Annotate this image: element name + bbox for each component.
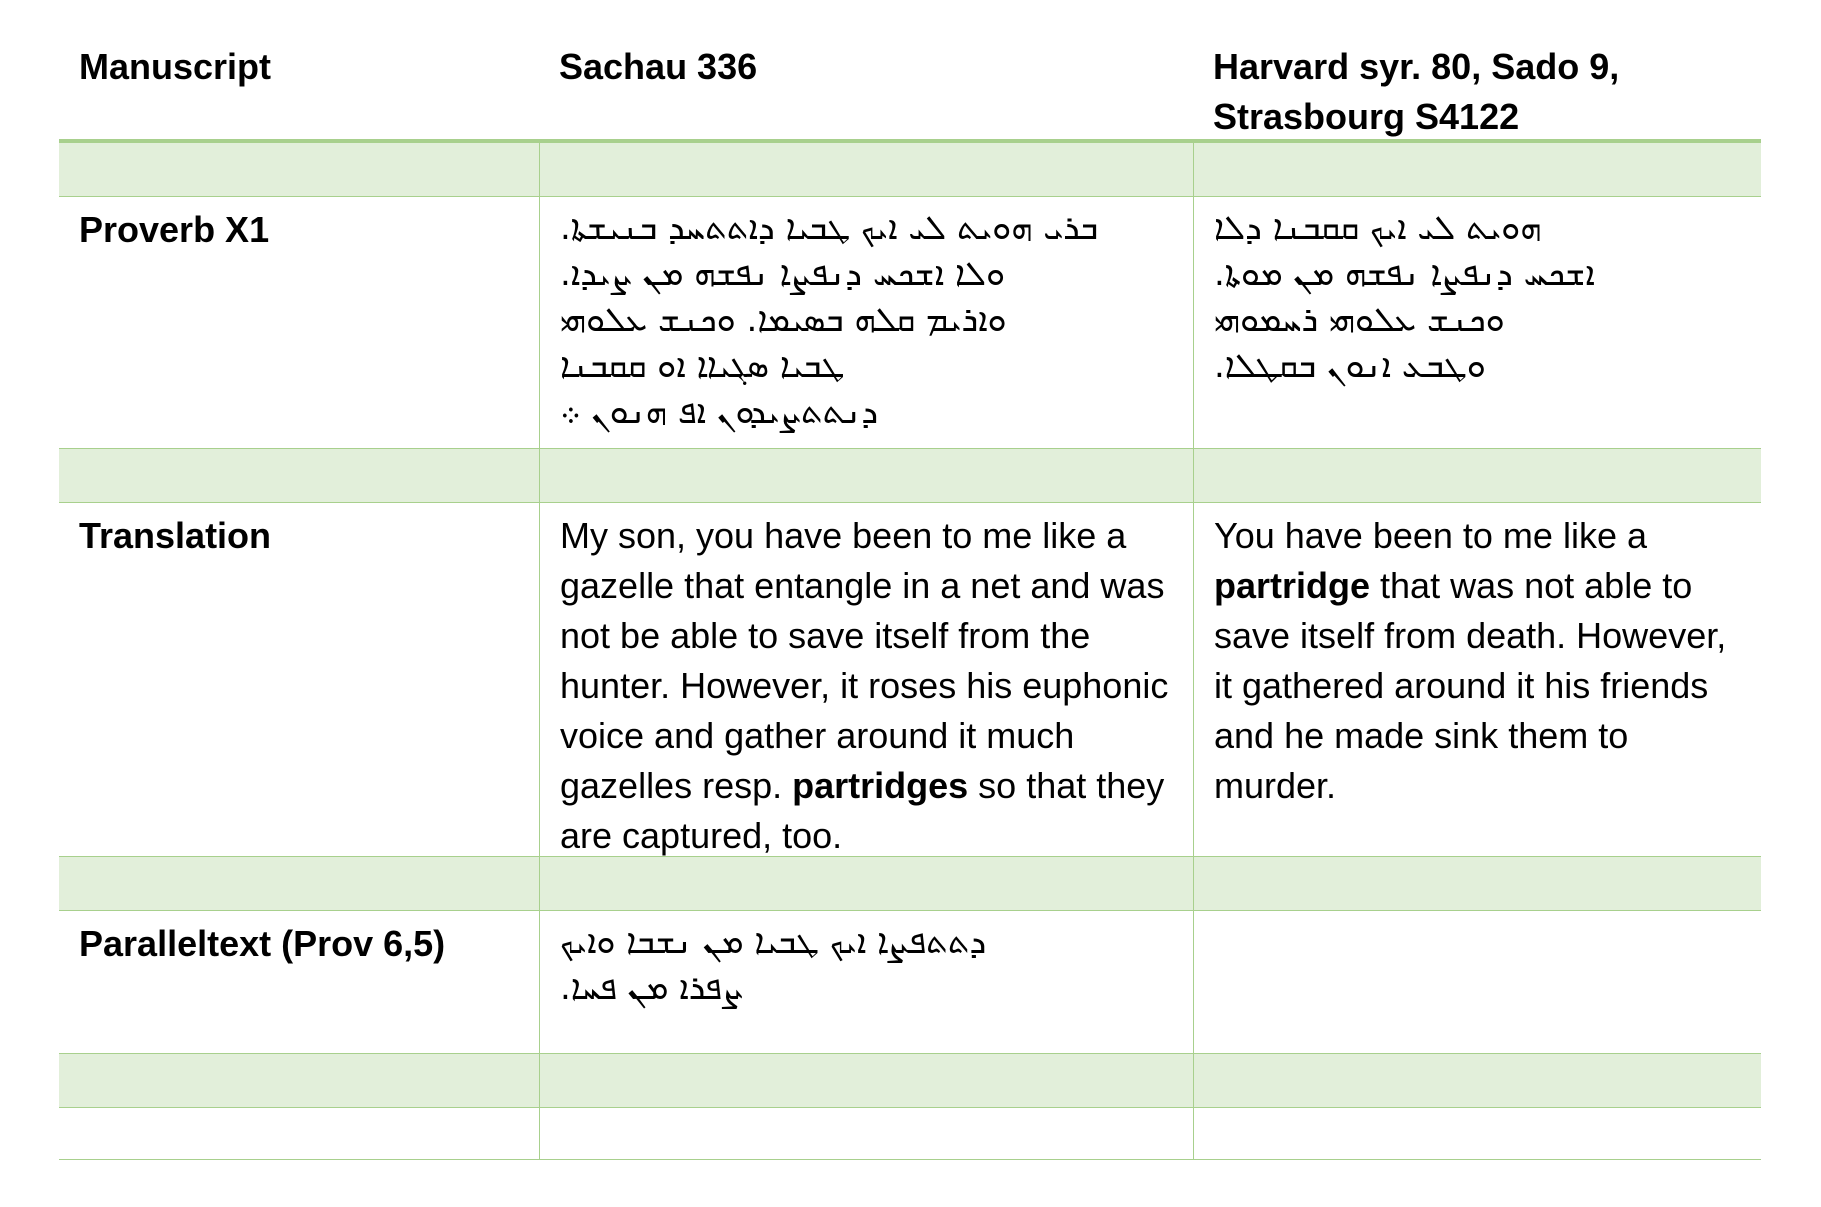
- syriac-line: ܨܦܪܐ ܡܢ ܦܚܐ.: [560, 968, 744, 1008]
- proverb-sachau-syriac: [539, 197, 1193, 448]
- spacer-band: [59, 143, 1761, 197]
- header-sachau-336: Sachau 336: [559, 46, 758, 87]
- keyword-partridge: partridge: [1214, 565, 1371, 606]
- translation-harvard: [1193, 503, 1761, 856]
- syriac-line: ܘܛܒܥ ܐܢܘܢ ܒܩܛܠܐ.: [1214, 346, 1486, 386]
- syriac-line: ܕܢܬܬܨܝܕܘܢ ܐܦ ܗܢܘܢ ܀: [560, 392, 879, 432]
- parallel-harvard-empty: [1193, 911, 1761, 1053]
- translation-text: so that they are captured, too.: [560, 765, 1165, 856]
- syriac-line: ܐܫܟܚ ܕܢܦܨܐ ܢܦܫܗ ܡܢ ܡܘܬܐ.: [1214, 254, 1595, 294]
- syriac-line: ܘܠܐ ܐܫܟܚ ܕܢܦܨܐ ܢܦܫܗ ܡܢ ܨܝܕܐ.: [560, 254, 1006, 294]
- keyword-partridges: partridges: [792, 765, 969, 806]
- manuscript-table: [59, 0, 1761, 1160]
- table-row-empty: [59, 1108, 1761, 1160]
- syriac-line: ܕܬܬܦܨܐ ܐܝܟ ܛܒܝܐ ܡܢ ܢܫܒܐ ܘܐܝܟ: [560, 922, 987, 962]
- translation-text: You have been to me like a: [1214, 515, 1647, 556]
- row-label-translation: Translation: [79, 515, 272, 556]
- header-harvard-line1: Harvard syr. 80, Sado 9,: [1213, 46, 1620, 87]
- spacer-band: [59, 449, 1761, 503]
- translation-text: that was not able to save itself from death. However, it gathered around it his friends and he made sink them to murder.: [1214, 565, 1727, 806]
- table-row-translation: [59, 503, 1761, 857]
- spacer-band: [59, 1054, 1761, 1108]
- translation-sachau: [539, 503, 1193, 856]
- translation-text: My son, you have been to me like a gazelle that entangle in a net and was not be able to save itself from the hunter. However, it roses his euphonic voice and gather around it much gazelles resp.: [560, 515, 1169, 806]
- row-label-parallel: Paralleltext (Prov 6,5): [79, 923, 446, 964]
- table-row-parallel: [59, 911, 1761, 1054]
- syriac-line: ܗܘܝܬ ܠܝ ܐܝܟ ܩܩܒܢܐ ܕܠܐ: [1214, 208, 1542, 248]
- syriac-line: ܛܒܝܐ ܣܓܝܐܐ ܐܘ ܩܩܒܢܐ: [560, 346, 845, 386]
- syriac-line: ܘܐܪܝܡ ܩܠܗ ܒܣܝܡܐ. ܘܟܢܫ ܥܠܘܗܝ: [560, 300, 1007, 340]
- syriac-line: ܘܟܢܫ ܥܠܘܗܝ ܪܚܡܘܗܝ: [1214, 300, 1505, 340]
- table-row-proverb: [59, 197, 1761, 449]
- spacer-band: [59, 857, 1761, 911]
- header-harvard-sado-strasbourg: [1193, 0, 1761, 139]
- syriac-line: ܒܪܝ ܗܘܝܬ ܠܝ ܐܝܟ ܛܒܝܐ ܕܐܬܬܚܕ ܒܢܝܫܬܐ.: [560, 208, 1099, 248]
- row-label-proverb: Proverb X1: [79, 209, 270, 250]
- header-manuscript: Manuscript: [79, 46, 272, 87]
- table-header-row: [59, 0, 1761, 143]
- header-harvard-line2: Strasbourg S4122: [1213, 96, 1520, 137]
- parallel-sachau-syriac: [539, 911, 1193, 1053]
- proverb-harvard-syriac: [1193, 197, 1761, 448]
